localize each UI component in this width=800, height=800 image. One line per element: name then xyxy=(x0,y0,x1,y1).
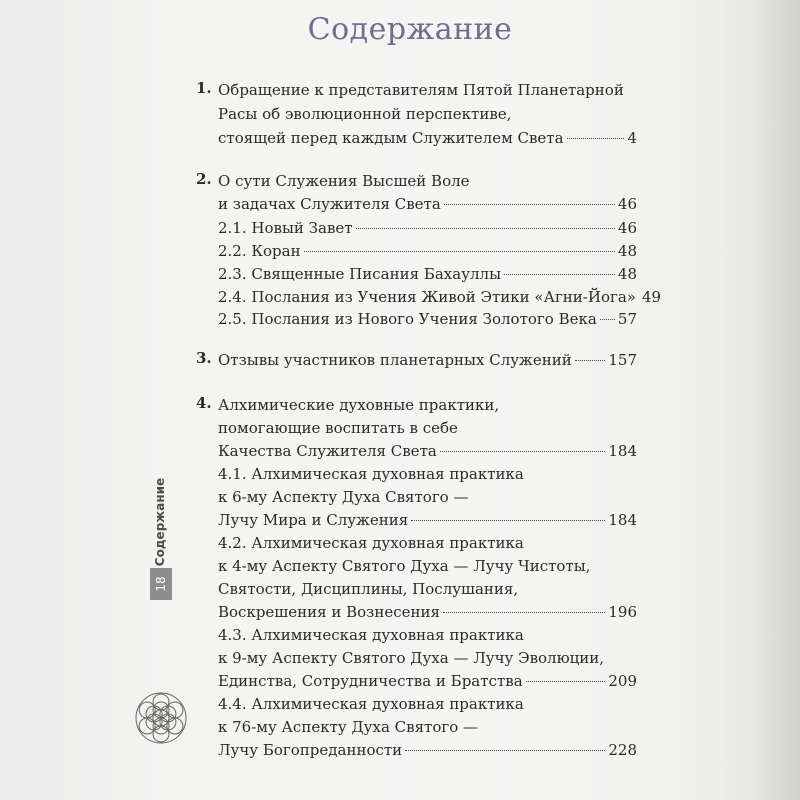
toc-line: Обращение к представителям Пятой Планетарной xyxy=(218,81,624,99)
page-ref: 46 xyxy=(617,219,637,237)
leader-dots xyxy=(405,750,605,751)
page-ref: 48 xyxy=(617,242,637,260)
leader-dots xyxy=(504,274,615,275)
section-number: 3. xyxy=(196,349,212,367)
leader-dots xyxy=(526,681,606,682)
flower-of-life-icon xyxy=(133,690,189,746)
leader-dots xyxy=(443,612,605,613)
leader-dots xyxy=(411,520,605,521)
page-ref: 228 xyxy=(608,741,637,759)
toc-entry[interactable]: Лучу Богопреданности 228 xyxy=(218,741,637,759)
page-ref: 184 xyxy=(608,442,637,460)
toc-line: Святости, Дисциплины, Послушания, xyxy=(218,580,519,598)
running-header: Содержание xyxy=(153,477,167,567)
toc-entry[interactable]: Лучу Мира и Служения 184 xyxy=(218,511,637,529)
toc-line: к 4-му Аспекту Святого Духа — Лучу Чистоты, xyxy=(218,557,591,575)
leader-dots xyxy=(304,251,615,252)
page-ref: 49 xyxy=(641,288,662,306)
toc-line: Алхимические духовные практики, xyxy=(218,396,500,414)
toc-line: 4.3. Алхимическая духовная практика xyxy=(218,626,524,644)
toc-line: 4.2. Алхимическая духовная практика xyxy=(218,534,524,552)
toc-line: к 6-му Аспекту Духа Святого — xyxy=(218,488,469,506)
leader-dots xyxy=(600,319,615,320)
toc-line: помогающие воспитать в себе xyxy=(218,419,458,437)
page-ref: 48 xyxy=(617,265,637,283)
toc-entry[interactable]: 2.1. Новый Завет 46 xyxy=(218,219,637,237)
toc-line: 4.1. Алхимическая духовная практика xyxy=(218,465,524,483)
toc-entry[interactable]: 2.3. Священные Писания Бахауллы 48 xyxy=(218,265,637,283)
toc-line: к 9-му Аспекту Святого Духа — Лучу Эволюции, xyxy=(218,649,605,667)
toc-entry[interactable]: Единства, Сотрудничества и Братства 209 xyxy=(218,672,637,690)
toc-entry[interactable]: 2.5. Послания из Нового Учения Золотого Века 57 xyxy=(218,310,637,328)
toc-entry[interactable]: и задачах Служителя Света 46 xyxy=(218,195,637,213)
leader-dots xyxy=(356,228,615,229)
page-ref: 4 xyxy=(627,129,637,147)
page-edge-shadow xyxy=(685,0,800,800)
toc-entry[interactable]: Воскрешения и Вознесения 196 xyxy=(218,603,637,621)
toc-line: О сути Служения Высшей Воле xyxy=(218,172,470,190)
page-ref: 157 xyxy=(608,351,637,369)
leader-dots xyxy=(567,138,625,139)
leader-dots xyxy=(440,451,606,452)
toc-line: Расы об эволюционной перспективе, xyxy=(218,105,512,123)
page-ref: 57 xyxy=(617,310,637,328)
toc-entry[interactable]: 2.4. Послания из Учения Живой Этики «Агни-Йога» 49 xyxy=(218,288,662,306)
page-ref: 184 xyxy=(608,511,637,529)
page-title: Содержание xyxy=(307,12,513,47)
toc-entry[interactable]: стоящей перед каждым Служителем Света 4 xyxy=(218,129,637,147)
toc-entry[interactable]: Качества Служителя Света 184 xyxy=(218,442,637,460)
toc-line: 4.4. Алхимическая духовная практика xyxy=(218,695,524,713)
page-ref: 209 xyxy=(608,672,637,690)
toc-entry[interactable]: Отзывы участников планетарных Служений 157 xyxy=(218,351,637,369)
leader-dots xyxy=(444,204,615,205)
toc-line: к 76-му Аспекту Духа Святого — xyxy=(218,718,479,736)
page-ref: 46 xyxy=(617,195,637,213)
toc-entry[interactable]: 2.2. Коран 48 xyxy=(218,242,637,260)
page-number-badge: 18 xyxy=(150,568,172,600)
section-number: 4. xyxy=(196,394,212,412)
section-number: 1. xyxy=(196,79,212,97)
leader-dots xyxy=(575,360,606,361)
section-number: 2. xyxy=(196,170,212,188)
page-ref: 196 xyxy=(608,603,637,621)
